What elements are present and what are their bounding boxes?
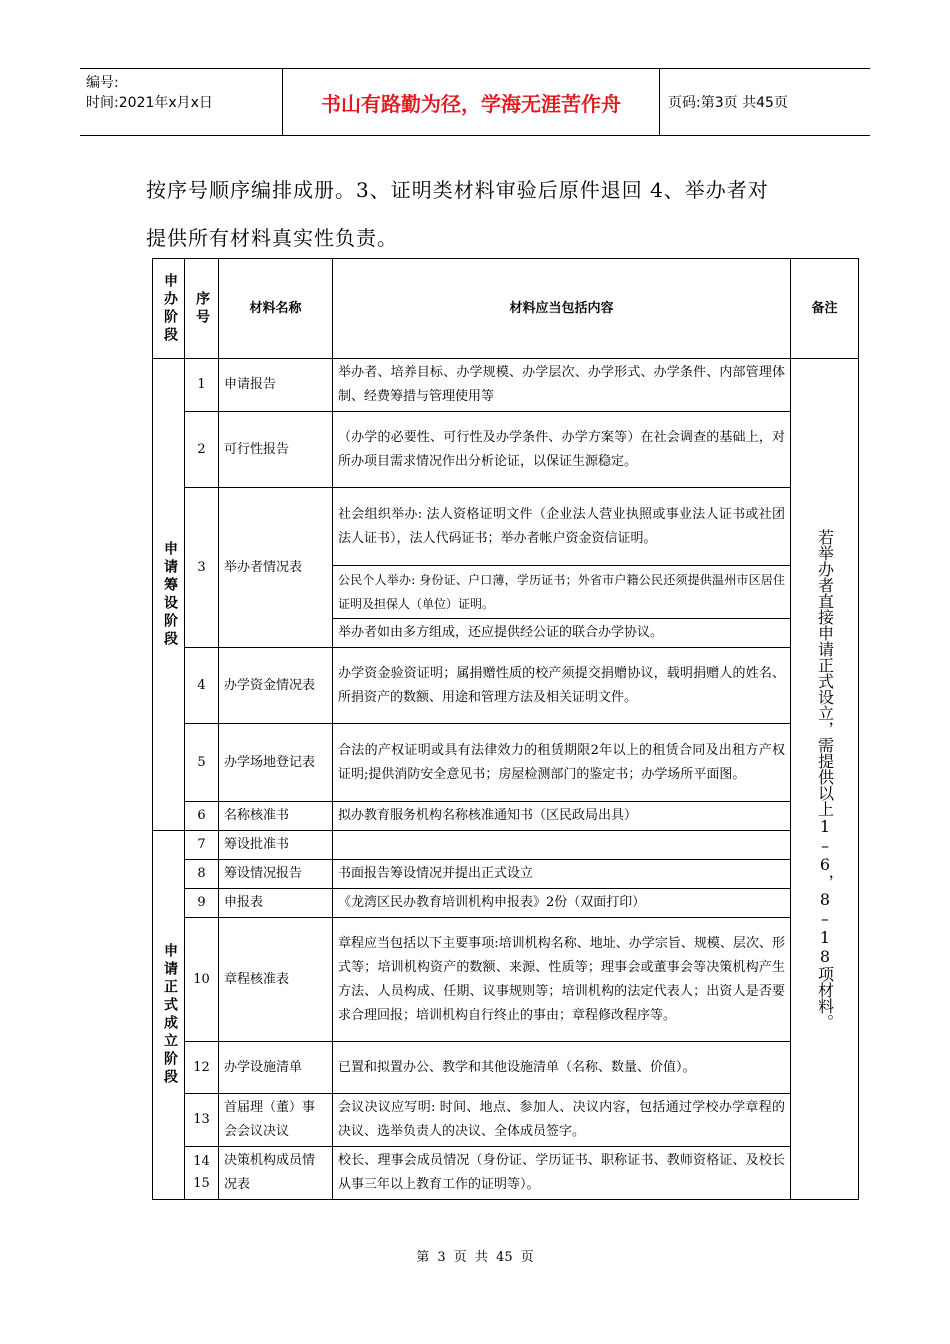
- page-footer: 第 3 页 共 45 页: [416, 1250, 534, 1265]
- row-content-joint: 举办者如由多方组成，还应提供经公证的联合办学协议。: [333, 619, 791, 648]
- table-row: [153, 1094, 859, 1147]
- row-content: 拟办教育服务机构名称核准通知书（区民政局出具）: [333, 802, 791, 831]
- table-row: [153, 1147, 859, 1200]
- row-seq-a: 14: [193, 1154, 210, 1169]
- intro-line-2: 提供所有材料真实性负责。: [146, 226, 398, 250]
- row-seq: 9: [185, 889, 219, 918]
- row-seq: 4: [185, 648, 219, 724]
- row-name: 决策机构成员情况表: [219, 1147, 333, 1200]
- row-content: [333, 831, 791, 860]
- row-name: 办学设施清单: [219, 1042, 333, 1094]
- row-content: （办学的必要性、可行性及办学条件、办学方案等）在社会调查的基础上，对所办项目需求情况作出分析论证，以保证生源稳定。: [333, 412, 791, 488]
- row-content: 举办者、培养目标、办学规模、办学层次、办学形式、办学条件、内部管理体制、经费筹措与管理使用等: [333, 359, 791, 412]
- row-content: 会议决议应写明: 时间、地点、参加人、决议内容，包括通过学校办学章程的决议、选举负责人的决议、全体成员签字。: [333, 1094, 791, 1147]
- row-content: 章程应当包括以下主要事项:培训机构名称、地址、办学宗旨、规模、层次、形式等；培训机构资产的数额、来源、性质等；理事会或董事会等决策机构产生方法、人员构成、任期、议事规则等；培训机构的法定代表人；出资人是否要求合理回报；培训机构自行终止的事由；章程修改程序等。: [333, 918, 791, 1042]
- document-date: 时间:2021年x月x日: [86, 95, 213, 111]
- table-row: [153, 359, 859, 412]
- row-name: 名称核准书: [219, 802, 333, 831]
- table-row: [153, 802, 859, 831]
- table-row: [153, 488, 859, 566]
- document-header: [80, 68, 870, 136]
- row-seq: 10: [185, 918, 219, 1042]
- header-remark: 备注: [791, 259, 859, 359]
- row-seq: 8: [185, 860, 219, 889]
- table-row: [153, 724, 859, 802]
- remark-cell: 若举办者直接申请正式设立，需提供以上1–6，8–18项材料。: [791, 359, 859, 1200]
- row-seq: 1: [185, 359, 219, 412]
- stage-preparation: 申请筹设阶段: [153, 359, 185, 831]
- row-seq: 5: [185, 724, 219, 802]
- header-name: 材料名称: [219, 259, 333, 359]
- row-name: 举办者情况表: [219, 488, 333, 648]
- row-content: 社会组织举办: 法人资格证明文件（企业法人营业执照或事业法人证书或社团法人证书），法人代码证书；举办者帐户资金资信证明。: [333, 488, 791, 566]
- row-seq: 13: [185, 1094, 219, 1147]
- row-name: 申报表: [219, 889, 333, 918]
- header-seq: 序号: [185, 259, 219, 359]
- materials-table: [152, 258, 859, 1200]
- row-content: 《龙湾区民办教育培训机构申报表》2份（双面打印）: [333, 889, 791, 918]
- header-meta: [80, 69, 282, 135]
- intro-paragraph: [146, 166, 866, 262]
- table-row: [153, 889, 859, 918]
- intro-line-1: 按序号顺序编排成册。3、证明类材料审验后原件退回 4、举办者对: [146, 178, 769, 202]
- row-content: 合法的产权证明或具有法律效力的租赁期限2年以上的租赁合同及出租方产权证明;提供消防安全意见书；房屋检测部门的鉴定书；办学场所平面图。: [333, 724, 791, 802]
- row-seq-b: 15: [193, 1176, 210, 1191]
- row-name: 首届理（董）事会会议决议: [219, 1094, 333, 1147]
- table-row: [153, 918, 859, 1042]
- header-motto: 书山有路勤为径，学海无涯苦作舟: [282, 69, 660, 135]
- row-seq: 12: [185, 1042, 219, 1094]
- row-content-individual: 公民个人举办: 身份证、户口薄，学历证书；外省市户籍公民还须提供温州市区居住证明及担保人（单位）证明。: [333, 566, 791, 619]
- row-content: 校长、理事会成员情况（身份证、学历证书、职称证书、教师资格证、及校长从事三年以上教育工作的证明等）。: [333, 1147, 791, 1200]
- row-content: 书面报告筹设情况并提出正式设立: [333, 860, 791, 889]
- row-name: 申请报告: [219, 359, 333, 412]
- row-content: 已置和拟置办公、教学和其他设施清单（名称、数量、价值）。: [333, 1042, 791, 1094]
- document-number: 编号:: [86, 75, 119, 91]
- header-content: 材料应当包括内容: [333, 259, 791, 359]
- table-row: [153, 648, 859, 724]
- row-seq: 2: [185, 412, 219, 488]
- table-header-row: [153, 259, 859, 359]
- table-row: [153, 831, 859, 860]
- row-name: 筹设情况报告: [219, 860, 333, 889]
- row-seq: 6: [185, 802, 219, 831]
- row-name: 筹设批准书: [219, 831, 333, 860]
- row-name: 章程核准表: [219, 918, 333, 1042]
- table-row: [153, 412, 859, 488]
- header-page-info: 页码:第3页 共45页: [668, 95, 788, 111]
- stage-establishment: 申请正式成立阶段: [153, 831, 185, 1200]
- row-name: 可行性报告: [219, 412, 333, 488]
- row-seq: 3: [185, 488, 219, 648]
- row-content: 办学资金验资证明；属捐赠性质的校产须提交捐赠协议，载明捐赠人的姓名、所捐资产的数额、用途和管理方法及相关证明文件。: [333, 648, 791, 724]
- row-name: 办学场地登记表: [219, 724, 333, 802]
- row-seq: [185, 1147, 219, 1200]
- header-stage: 申办阶段: [153, 259, 185, 359]
- row-name: 办学资金情况表: [219, 648, 333, 724]
- table-row: [153, 860, 859, 889]
- row-seq: 7: [185, 831, 219, 860]
- table-row: [153, 1042, 859, 1094]
